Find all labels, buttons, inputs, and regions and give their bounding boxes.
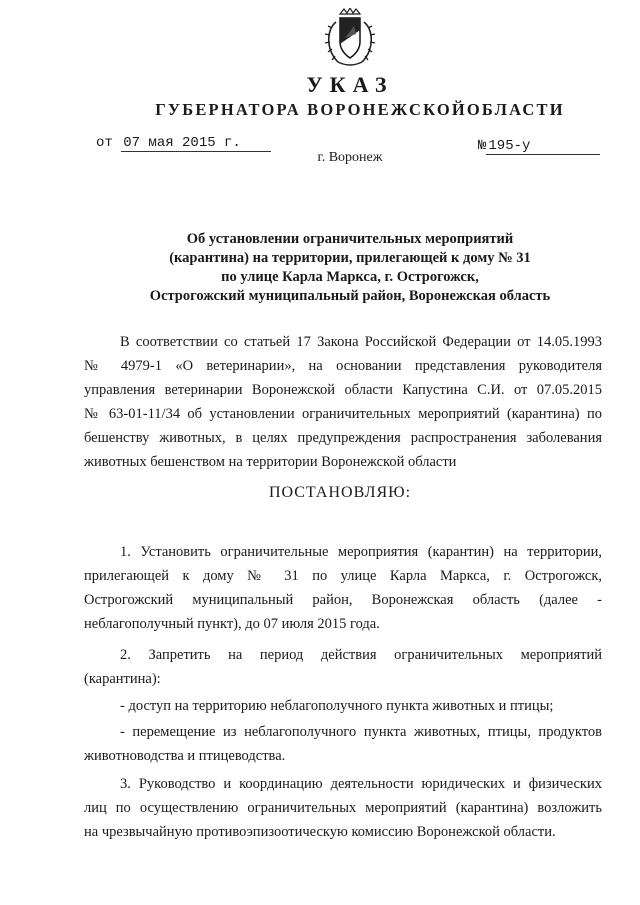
item-line: неблагополучный пункт), до 07 июля 2015 года.	[84, 616, 380, 632]
item-line: 1. Установить ограничительные мероприятия (карантин) на территории,	[120, 544, 602, 560]
subject-line: по улице Карла Маркса, г. Острогожск,	[221, 269, 479, 285]
preamble-line: животных бешенством на территории Воронежской области	[84, 454, 457, 470]
item-line: 3. Руководство и координацию деятельности юридических и физических	[120, 776, 602, 792]
subject-line: Острогожский муниципальный район, Воронежская область	[149, 288, 551, 304]
item-line: - доступ на территорию неблагополучного пункта животных и птицы;	[120, 698, 554, 714]
item-line: Острогожский муниципальный район, Воронежская область (далее -	[84, 592, 602, 608]
item-line: (карантина):	[84, 671, 161, 687]
item-2-paragraph	[84, 643, 602, 691]
preamble-line: № 4979-1 «О ветеринарии», на основании представления руководителя	[84, 358, 602, 374]
item-line: - перемещение из неблагополучного пункта животных, птицы, продуктов	[120, 724, 602, 740]
number-prefix: №	[478, 138, 487, 154]
item-2-sub-1	[84, 694, 602, 718]
item-line: 2. Запретить на период действия ограничительных мероприятий	[120, 647, 602, 663]
item-line: животноводства и птицеводства.	[84, 748, 286, 764]
item-3-paragraph	[84, 772, 602, 844]
resolve-heading: ПОСТАНОВЛЯЮ:	[268, 484, 412, 501]
item-line: на чрезвычайную противоэпизоотическую комиссию Воронежской области.	[84, 824, 556, 840]
subject-line: Об установлении ограничительных мероприятий	[186, 231, 514, 247]
item-line: лиц по осуществлению ограничительных мероприятий (карантина) возложить	[84, 800, 602, 816]
preamble-line: управления ветеринарии Воронежской области Капустина С.И. от 07.05.2015	[84, 382, 602, 398]
item-2-sub-2	[84, 720, 602, 768]
subject-line: (карантина) на территории, прилегающей к дому № 31	[169, 250, 531, 266]
preamble-line: В соответствии со статьей 17 Закона Российской Федерации от 14.05.1993	[120, 334, 602, 350]
decree-title: УКАЗ	[306, 72, 394, 97]
date-value: 07 мая 2015 г.	[121, 135, 271, 152]
item-line: прилегающей к дому № 31 по улице Карла Маркса, г. Острогожск,	[84, 568, 602, 584]
date-prefix: от	[96, 135, 113, 151]
preamble-line: бешенству животных, в целях предупреждения распространения заболевания	[84, 430, 602, 446]
decree-subject	[90, 230, 610, 306]
preamble-line: № 63-01-11/34 об установлении ограничительных мероприятий (карантина) по	[84, 406, 602, 422]
item-1-paragraph	[84, 540, 602, 636]
preamble-paragraph	[84, 330, 602, 474]
decree-city: г. Воронеж	[317, 150, 383, 165]
coat-of-arms-emblem	[318, 8, 382, 68]
decree-issuer: ГУБЕРНАТОРА ВОРОНЕЖСКОЙОБЛАСТИ	[155, 100, 565, 119]
number-value: 195-у	[486, 138, 600, 155]
